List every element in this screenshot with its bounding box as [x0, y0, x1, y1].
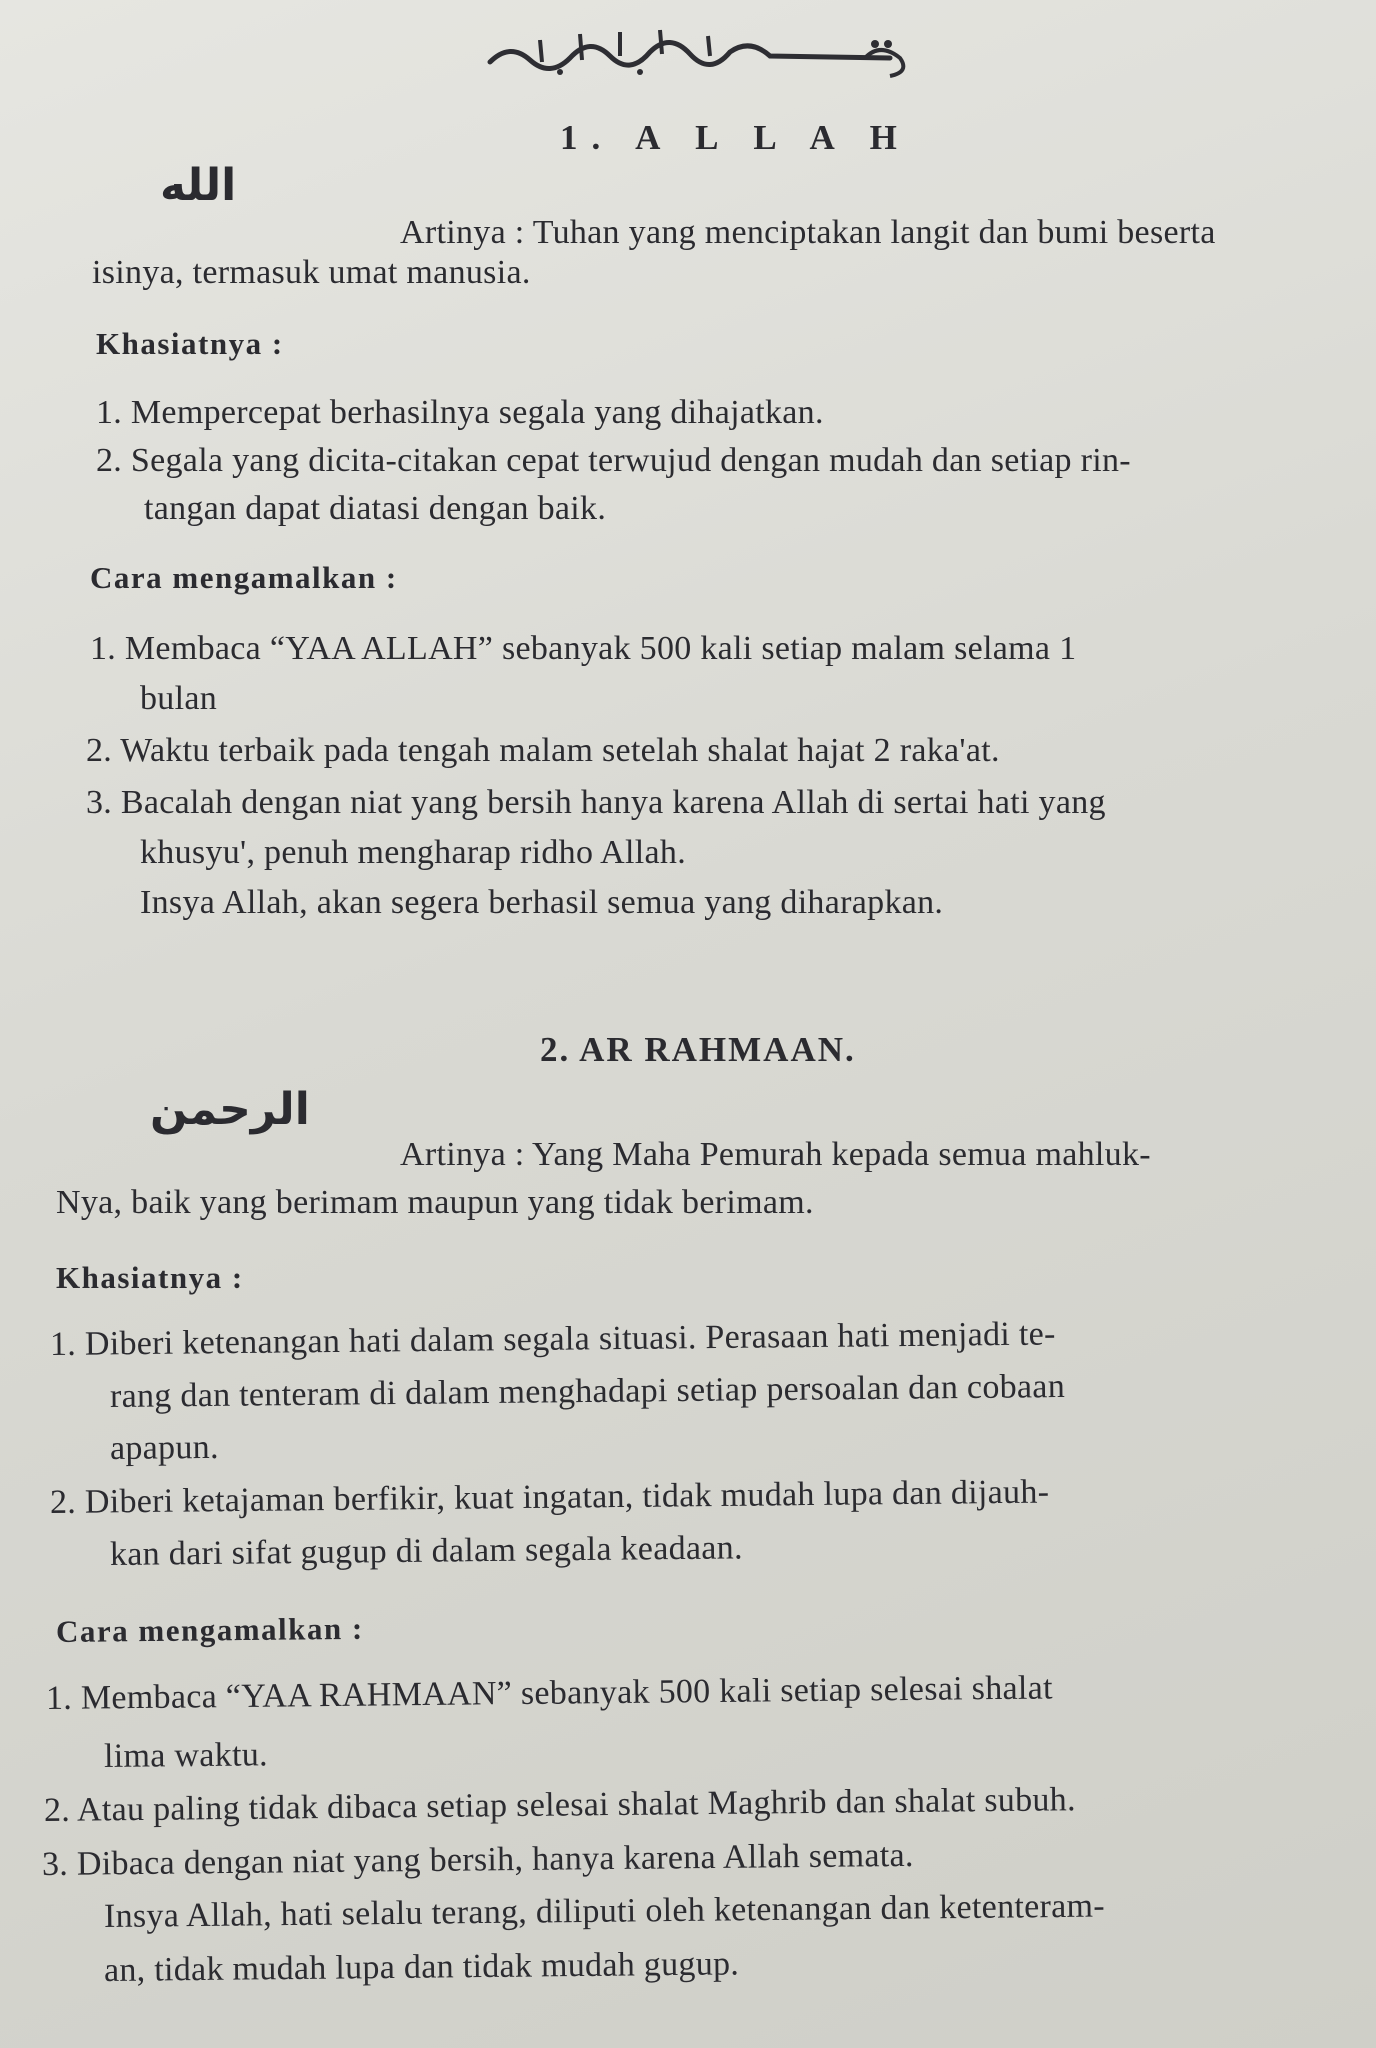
section-2-closing-line-1: Insya Allah, hati selalu terang, diliputi oleh ketenangan dan ketenteram- — [103, 1887, 1106, 1935]
section-2-khasiat-item-2: 2. Diberi ketajaman berfikir, kuat ingatan, tidak mudah lupa dan dijauh- — [49, 1473, 1050, 1521]
section-2-title: 2. AR RAHMAAN. — [540, 1030, 856, 1069]
section-2-cara-item-3: 3. Dibaca dengan niat yang bersih, hanya karena Allah semata. — [41, 1836, 914, 1883]
section-2-cara-heading: Cara mengamalkan : — [55, 1610, 364, 1649]
section-2-khasiat-item-1-cont: rang dan tenteram di dalam menghadapi setiap persoalan dan cobaan — [109, 1367, 1066, 1415]
section-2-khasiat-item-1: 1. Diberi ketenangan hati dalam segala situasi. Perasaan hati menjadi te- — [49, 1315, 1056, 1363]
section-2-cara-item-2: 2. Atau paling tidak dibaca setiap selesai shalat Maghrib dan shalat subuh. — [43, 1781, 1076, 1829]
section-2-closing-line-2: an, tidak mudah lupa dan tidak mudah gugup. — [103, 1945, 740, 1989]
section-2-meaning-line-1: Artinya : Yang Maha Pemurah kepada semua mahluk- — [400, 1136, 1151, 1173]
section-2-meaning-line-2: Nya, baik yang berimam maupun yang tidak berimam. — [56, 1184, 814, 1221]
section-1-arabic-word: الله — [160, 160, 237, 211]
section-1-cara-heading: Cara mengamalkan : — [90, 560, 398, 595]
section-1-cara-item-2: 2. Waktu terbaik pada tengah malam setelah shalat hajat 2 raka'at. — [86, 732, 1000, 769]
section-2-arabic-word: الرحمن — [150, 1084, 310, 1135]
section-1-title: 1. A L L A H — [560, 118, 911, 157]
section-2-cara-item-1-cont: lima waktu. — [103, 1736, 269, 1775]
section-2-cara-item-1: 1. Membaca “YAA RAHMAAN” sebanyak 500 kali setiap selesai shalat — [45, 1669, 1053, 1717]
section-1-khasiat-item-1: 1. Mempercepat berhasilnya segala yang dihajatkan. — [96, 394, 824, 431]
section-1-closing-line: Insya Allah, akan segera berhasil semua yang diharapkan. — [140, 884, 944, 921]
section-1-khasiat-heading: Khasiatnya : — [96, 326, 284, 361]
section-1-cara-item-1: 1. Membaca “YAA ALLAH” sebanyak 500 kali setiap malam selama 1 — [90, 630, 1077, 667]
section-1-meaning-line-1: Artinya : Tuhan yang menciptakan langit dan bumi beserta — [400, 214, 1216, 251]
section-1-cara-item-3: 3. Bacalah dengan niat yang bersih hanya karena Allah di sertai hati yang — [86, 784, 1106, 821]
section-2-khasiat-heading: Khasiatnya : — [56, 1260, 244, 1295]
section-2-khasiat-item-1-cont-2: apapun. — [109, 1428, 219, 1467]
basmalah-calligraphy — [470, 22, 930, 82]
section-1-khasiat-item-2-cont: tangan dapat diatasi dengan baik. — [144, 490, 607, 527]
section-1-khasiat-item-2: 2. Segala yang dicita-citakan cepat terwujud dengan mudah dan setiap rin- — [96, 442, 1131, 479]
section-1-meaning-line-2: isinya, termasuk umat manusia. — [92, 254, 531, 291]
section-1-cara-item-3-cont: khusyu', penuh mengharap ridho Allah. — [140, 834, 687, 871]
section-2-khasiat-item-2-cont: kan dari sifat gugup di dalam segala keadaan. — [109, 1529, 743, 1573]
section-1-cara-item-1-cont: bulan — [140, 680, 218, 717]
